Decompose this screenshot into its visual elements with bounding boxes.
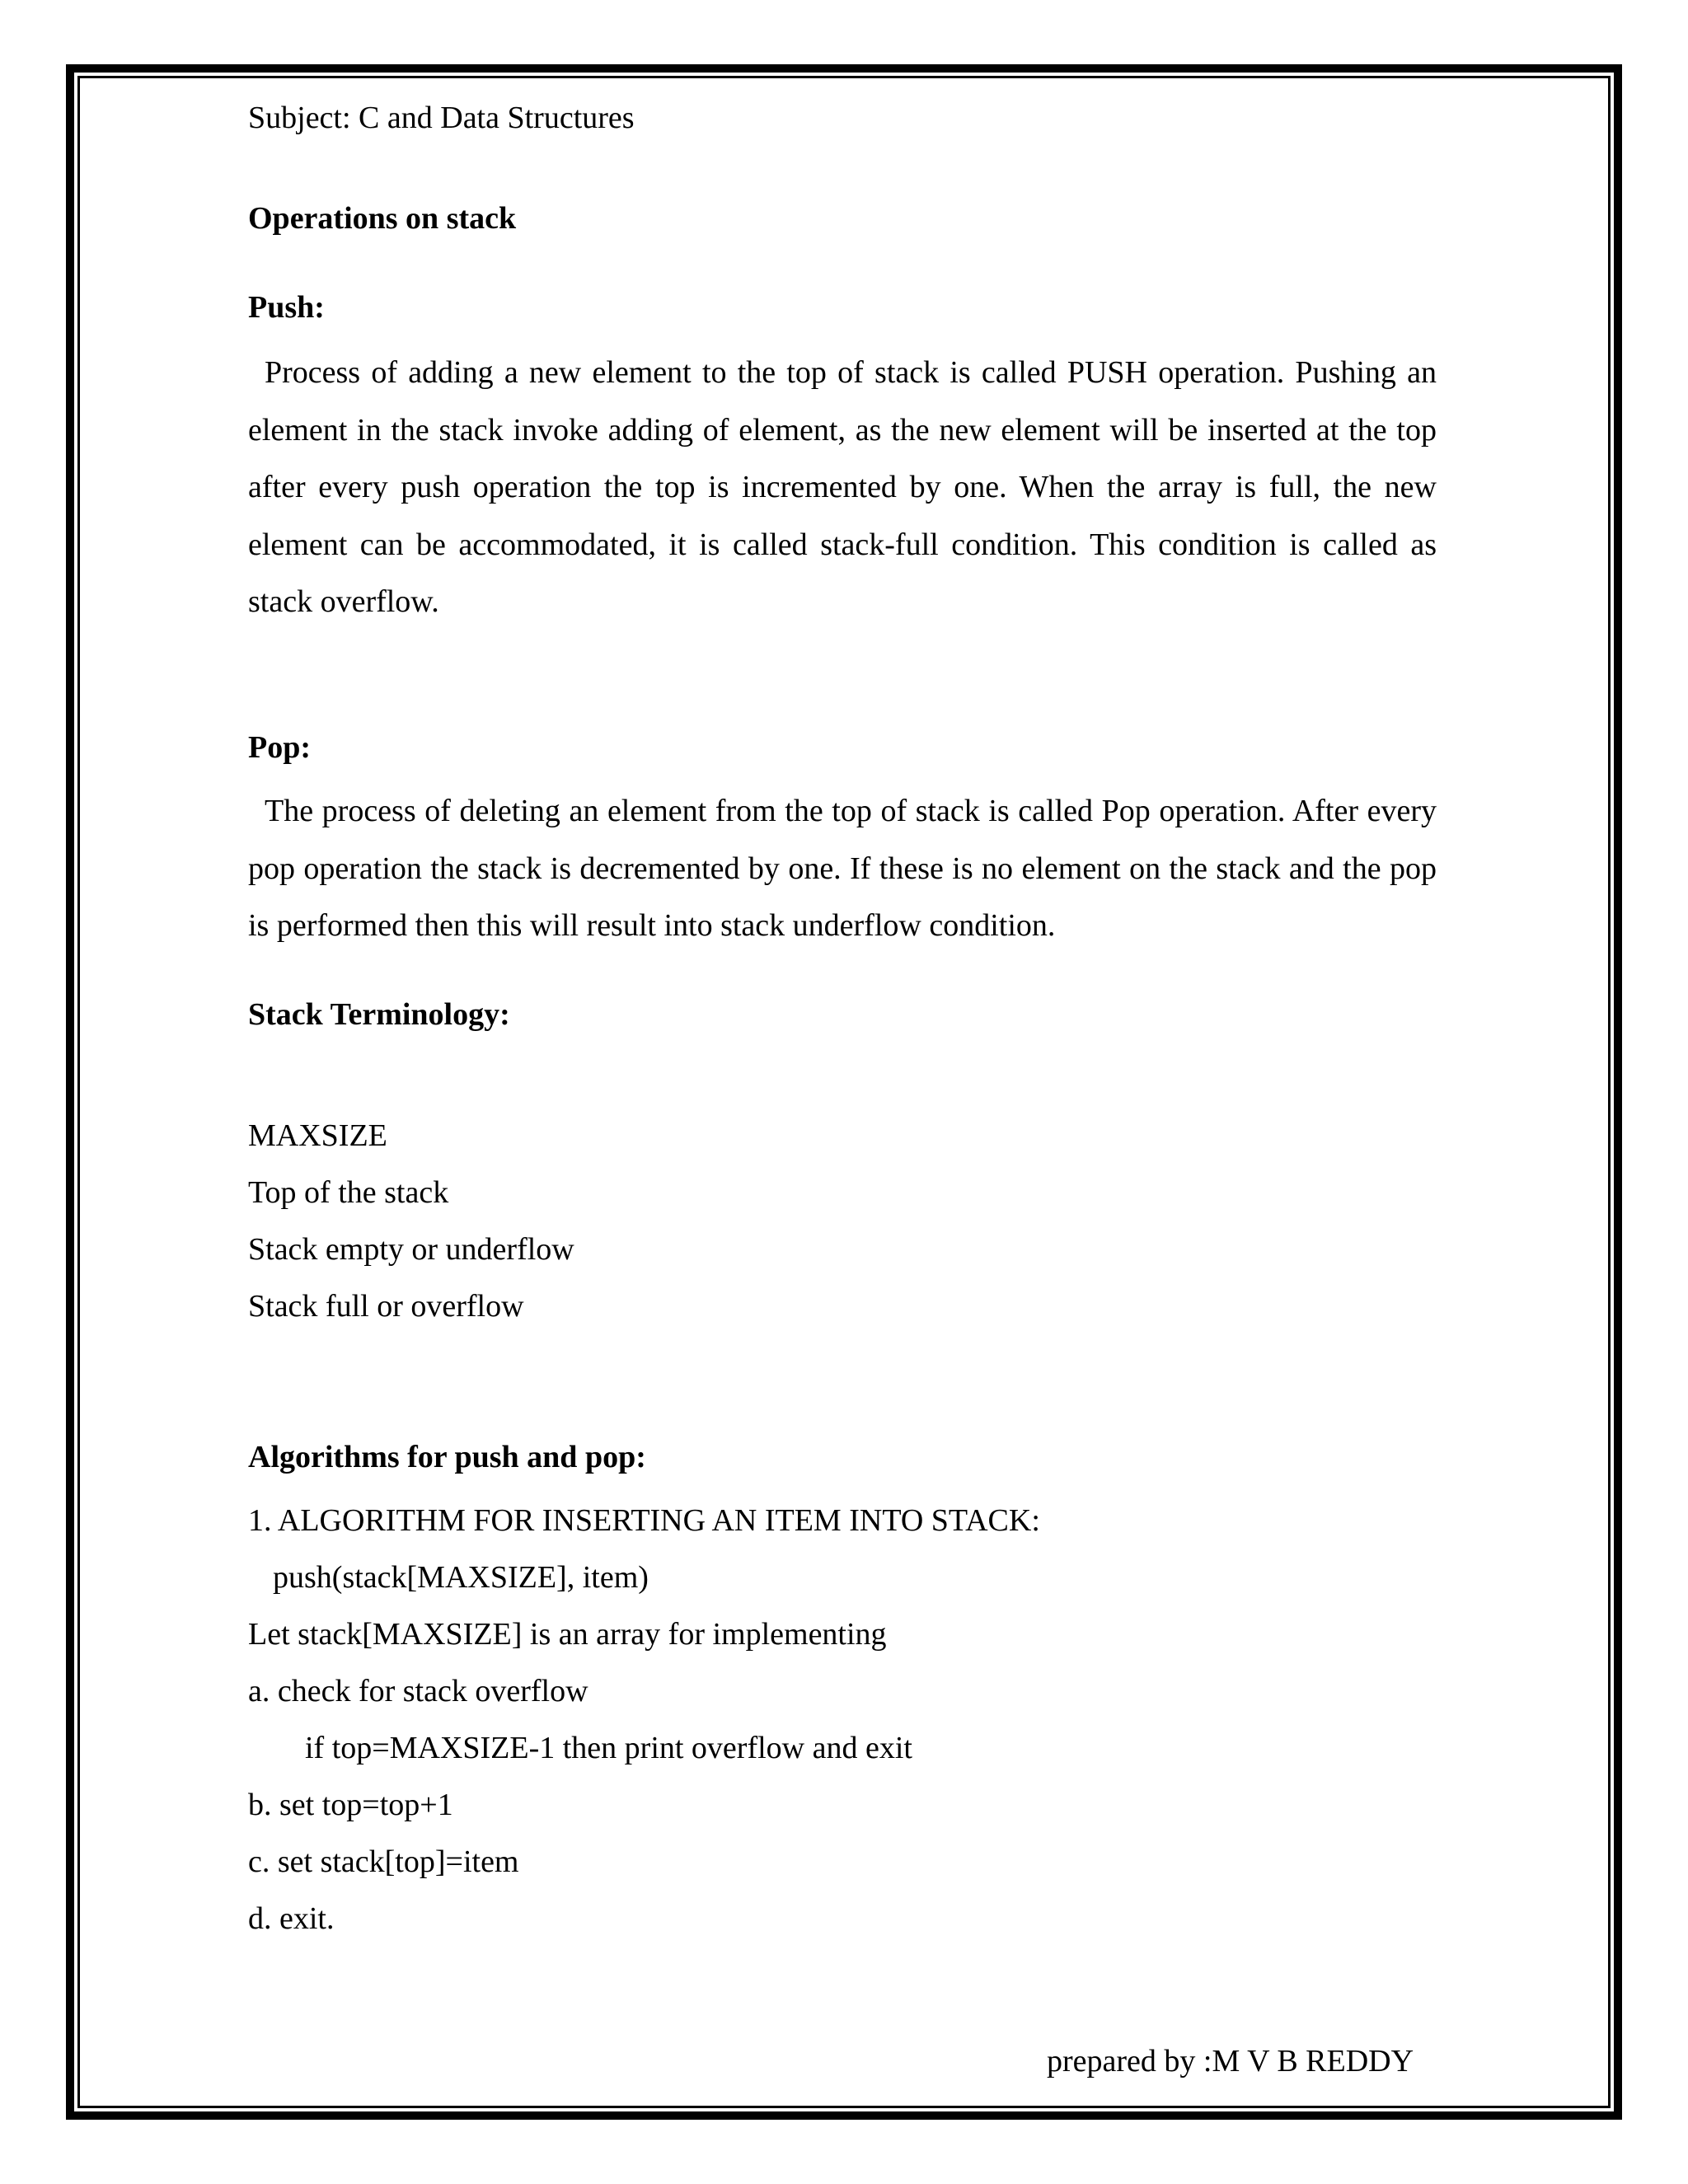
push-heading: Push: <box>248 290 325 325</box>
push-paragraph: Process of adding a new element to the top of stack is called PUSH operation. Pushing an element in the stack invoke adding of element, as the new element will be inserted at the top after every push operation the top is incremented by one. When the array is full, the new element can be accommodated, it is called stack-full condition. This condition is called as stack overflow. <box>248 355 1437 619</box>
terminology-item-maxsize: MAXSIZE <box>248 1118 387 1153</box>
operations-heading: Operations on stack <box>248 201 517 236</box>
algorithms-heading: Algorithms for push and pop: <box>248 1440 646 1474</box>
algorithm-line: Let stack[MAXSIZE] is an array for implementing <box>248 1617 887 1652</box>
terminology-heading: Stack Terminology: <box>248 997 510 1032</box>
algorithm-step-d: d. exit. <box>248 1901 335 1936</box>
algorithm-step-a: a. check for stack overflow <box>248 1674 588 1708</box>
terminology-item-underflow: Stack empty or underflow <box>248 1232 574 1267</box>
algorithm-signature: push(stack[MAXSIZE], item) <box>273 1560 649 1595</box>
algorithm-step-b: b. set top=top+1 <box>248 1788 453 1822</box>
algorithm-title: 1. ALGORITHM FOR INSERTING AN ITEM INTO STACK: <box>248 1503 1040 1538</box>
algorithm-step-a-detail: if top=MAXSIZE-1 then print overflow and exit <box>305 1731 912 1765</box>
pop-paragraph: The process of deleting an element from the top of stack is called Pop operation. After every pop operation the stack is decremented by one. If these is no element on the stack and the pop is performed then this will result into stack underflow condition. <box>248 794 1437 943</box>
algorithm-step-c: c. set stack[top]=item <box>248 1844 519 1879</box>
subject-line: Subject: C and Data Structures <box>248 101 635 135</box>
prepared-by-footer: prepared by :M V B REDDY <box>1047 2044 1414 2079</box>
terminology-item-top: Top of the stack <box>248 1175 449 1210</box>
pop-heading: Pop: <box>248 730 311 765</box>
terminology-item-overflow: Stack full or overflow <box>248 1289 524 1324</box>
